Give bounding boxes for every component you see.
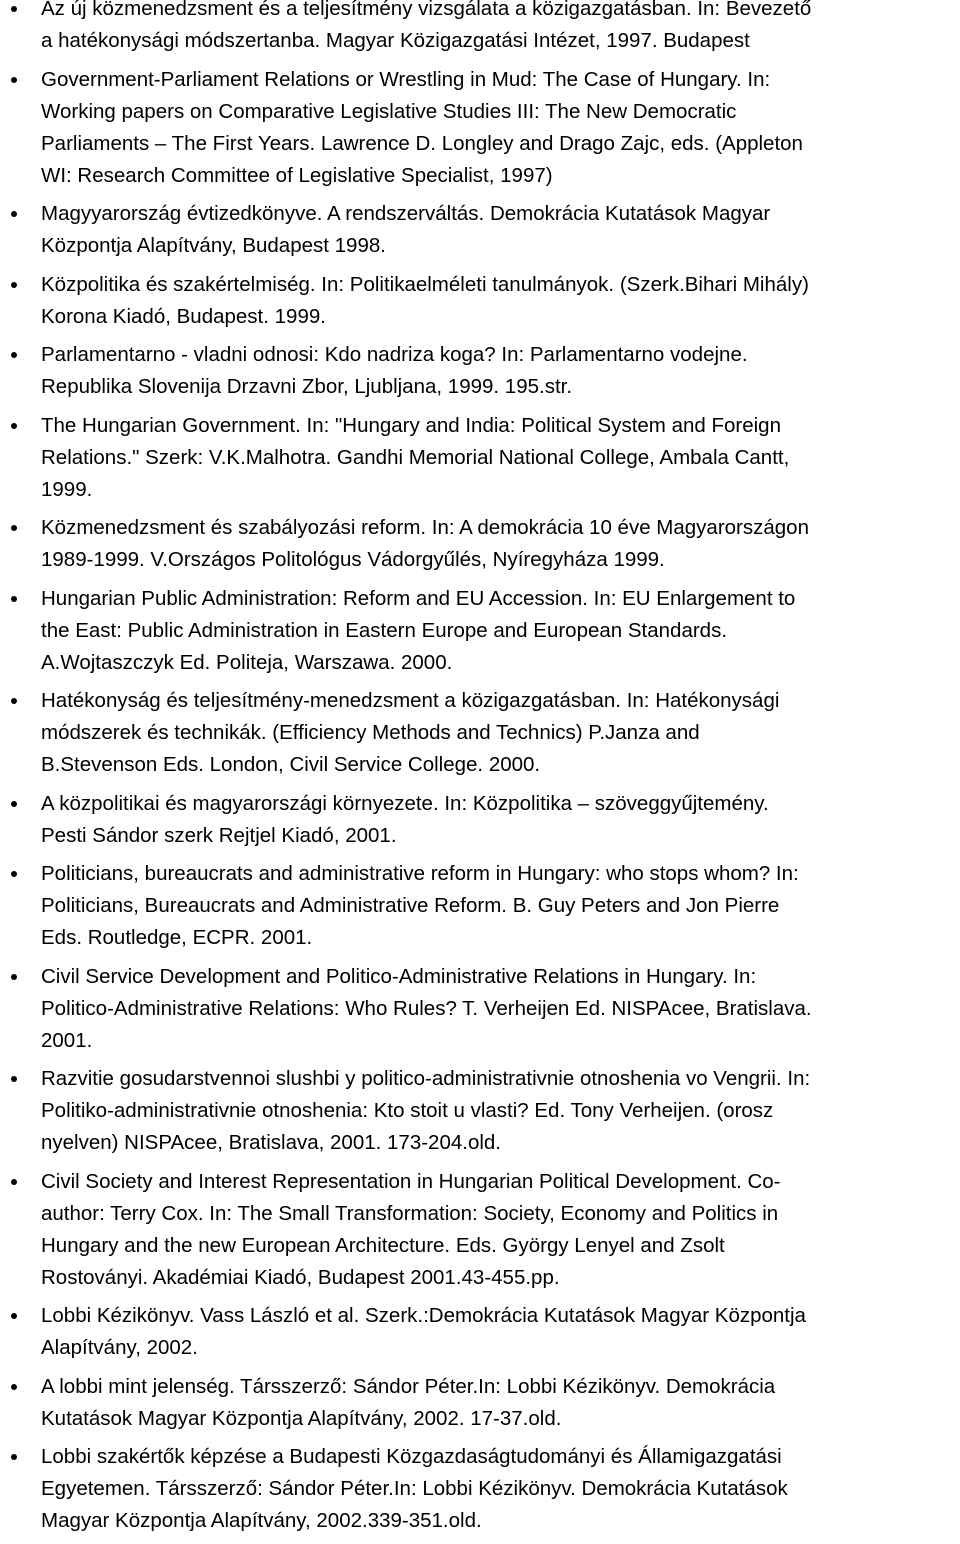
list-item — [41, 1063, 960, 1159]
bullet-icon — [11, 1076, 17, 1082]
reference-text-line: Az új közmenedzsment és a teljesítmény vizsgálata a közigazgatásban. In: Bevezető — [41, 0, 812, 20]
bullet-icon — [11, 974, 17, 980]
reference-text-line: author: Terry Cox. In: The Small Transformation: Society, Economy and Politics in — [41, 1201, 779, 1225]
bullet-icon — [11, 6, 17, 12]
reference-text-line: Politico-Administrative Relations: Who Rules? T. Verheijen Ed. NISPAcee, Bratislava. — [41, 996, 812, 1020]
reference-text-line: B.Stevenson Eds. London, Civil Service College. 2000. — [41, 753, 541, 776]
bullet-icon — [11, 1313, 17, 1319]
reference-text-line: Lobbi szakértők képzése a Budapesti Közgazdaságtudományi és Államigazgatási — [41, 1445, 782, 1468]
reference-list — [41, 0, 960, 1544]
bullet-icon — [11, 282, 17, 288]
reference-text-line: The Hungarian Government. In: "Hungary and India: Political System and Foreign — [41, 413, 781, 437]
reference-text-line: the East: Public Administration in Eastern Europe and European Standards. — [41, 618, 728, 642]
list-item — [41, 858, 960, 954]
list-item — [41, 961, 960, 1057]
reference-text-line: A közpolitikai és magyarországi környezete. In: Közpolitika – szöveggyűjtemény. — [41, 791, 769, 815]
reference-text-line: Razvitie gosudarstvennoi slushbi y politico-administrativnie otnoshenia vo Vengrii. In: — [41, 1067, 811, 1090]
list-item — [41, 1300, 960, 1364]
reference-text-line: Kutatások Magyar Központja Alapítvány, 2002. 17-37.old. — [41, 1406, 562, 1430]
bullet-icon — [11, 698, 17, 704]
list-item — [41, 1166, 960, 1294]
reference-text-line: 1999. — [41, 477, 93, 501]
bullet-icon — [11, 871, 17, 877]
bullet-icon — [11, 423, 17, 429]
bullet-icon — [11, 801, 17, 807]
bullet-icon — [11, 596, 17, 602]
list-item — [41, 1371, 960, 1435]
reference-text-line: Civil Service Development and Politico-Administrative Relations in Hungary. In: — [41, 964, 757, 988]
reference-text-line: Hatékonyság és teljesítmény-menedzsment a közigazgatásban. In: Hatékonysági — [41, 689, 780, 712]
reference-text-line: a hatékonysági módszertanba. Magyar Közigazgatási Intézet, 1997. Budapest — [41, 29, 750, 52]
list-item — [41, 269, 960, 333]
reference-text-line: Politicians, bureaucrats and administrative reform in Hungary: who stops whom? In: — [41, 862, 799, 885]
list-item — [41, 1441, 960, 1537]
reference-text-line: Politicians, Bureaucrats and Administrative Reform. B. Guy Peters and Jon Pierre — [41, 894, 780, 917]
reference-text-line: nyelven) NISPAcee, Bratislava, 2001. 173-204.old. — [41, 1131, 501, 1154]
reference-text-line: Civil Society and Interest Representation in Hungarian Political Development. Co- — [41, 1169, 781, 1193]
reference-text-line: Republika Slovenija Drzavni Zbor, Ljubljana, 1999. 195.str. — [41, 375, 573, 398]
bullet-icon — [11, 1384, 17, 1390]
bullet-icon — [11, 525, 17, 531]
reference-text-line: Egyetemen. Társszerző: Sándor Péter.In: Lobbi Kézikönyv. Demokrácia Kutatások — [41, 1477, 788, 1500]
reference-text-line: Központja Alapítvány, Budapest 1998. — [41, 234, 386, 257]
reference-text-line: módszerek és technikák. (Efficiency Methods and Technics) P.Janza and — [41, 721, 700, 744]
list-item — [41, 0, 960, 57]
bullet-icon — [11, 1454, 17, 1460]
reference-text-line: 2001. — [41, 1028, 93, 1052]
reference-text-line: Rostoványi. Akadémiai Kiadó, Budapest 2001.43-455.pp. — [41, 1265, 560, 1289]
bullet-icon — [11, 77, 17, 83]
reference-text-line: WI: Research Committee of Legislative Specialist, 1997) — [41, 163, 553, 187]
reference-text-line: A.Wojtaszczyk Ed. Politeja, Warszawa. 2000. — [41, 650, 453, 674]
reference-text-line: Alapítvány, 2002. — [41, 1336, 198, 1359]
list-item — [41, 512, 960, 576]
reference-text-line: Korona Kiadó, Budapest. 1999. — [41, 304, 326, 328]
reference-text-line: Parliaments – The First Years. Lawrence D. Longley and Drago Zajc, eds. (Appleton — [41, 131, 803, 155]
reference-text-line: Parlamentarno - vladni odnosi: Kdo nadriza koga? In: Parlamentarno vodejne. — [41, 343, 748, 366]
reference-text-line: Közmenedzsment és szabályozási reform. In: A demokrácia 10 éve Magyarországon — [41, 516, 809, 539]
reference-text-line: Relations." Szerk: V.K.Malhotra. Gandhi Memorial National College, Ambala Cantt, — [41, 445, 790, 469]
list-item — [41, 198, 960, 262]
list-item — [41, 685, 960, 781]
reference-text-line: Government-Parliament Relations or Wrestling in Mud: The Case of Hungary. In: — [41, 67, 771, 91]
list-item — [41, 788, 960, 852]
reference-text-line: Magyyarország évtizedkönyve. A rendszerváltás. Demokrácia Kutatások Magyar — [41, 202, 771, 225]
bullet-icon — [11, 352, 17, 358]
reference-text-line: Lobbi Kézikönyv. Vass László et al. Szerk.:Demokrácia Kutatások Magyar Központja — [41, 1304, 806, 1327]
reference-text-line: Pesti Sándor szerk Rejtjel Kiadó, 2001. — [41, 823, 397, 847]
reference-text-line: 1989-1999. V.Országos Politológus Vádorgyűlés, Nyíregyháza 1999. — [41, 548, 665, 571]
list-item — [41, 583, 960, 679]
reference-text-line: Politiko-administrativnie otnoshenia: Kto stoit u vlasti? Ed. Tony Verheijen. (orosz — [41, 1099, 774, 1122]
bullet-icon — [11, 211, 17, 217]
list-item — [41, 410, 960, 506]
reference-text-line: A lobbi mint jelenség. Társszerző: Sándor Péter.In: Lobbi Kézikönyv. Demokrácia — [41, 1374, 776, 1398]
reference-text-line: Working papers on Comparative Legislative Studies III: The New Democratic — [41, 99, 737, 123]
reference-text-line: Hungary and the new European Architecture. Eds. György Lenyel and Zsolt — [41, 1233, 725, 1257]
bullet-icon — [11, 1179, 17, 1185]
reference-text-line: Hungarian Public Administration: Reform and EU Accession. In: EU Enlargement to — [41, 586, 796, 610]
reference-text-line: Közpolitika és szakértelmiség. In: Politikaelméleti tanulmányok. (Szerk.Bihari Mihály) — [41, 272, 809, 296]
reference-text-line: Eds. Routledge, ECPR. 2001. — [41, 926, 313, 949]
list-item — [41, 339, 960, 403]
list-item — [41, 64, 960, 192]
reference-text-line: Magyar Központja Alapítvány, 2002.339-351.old. — [41, 1509, 482, 1532]
